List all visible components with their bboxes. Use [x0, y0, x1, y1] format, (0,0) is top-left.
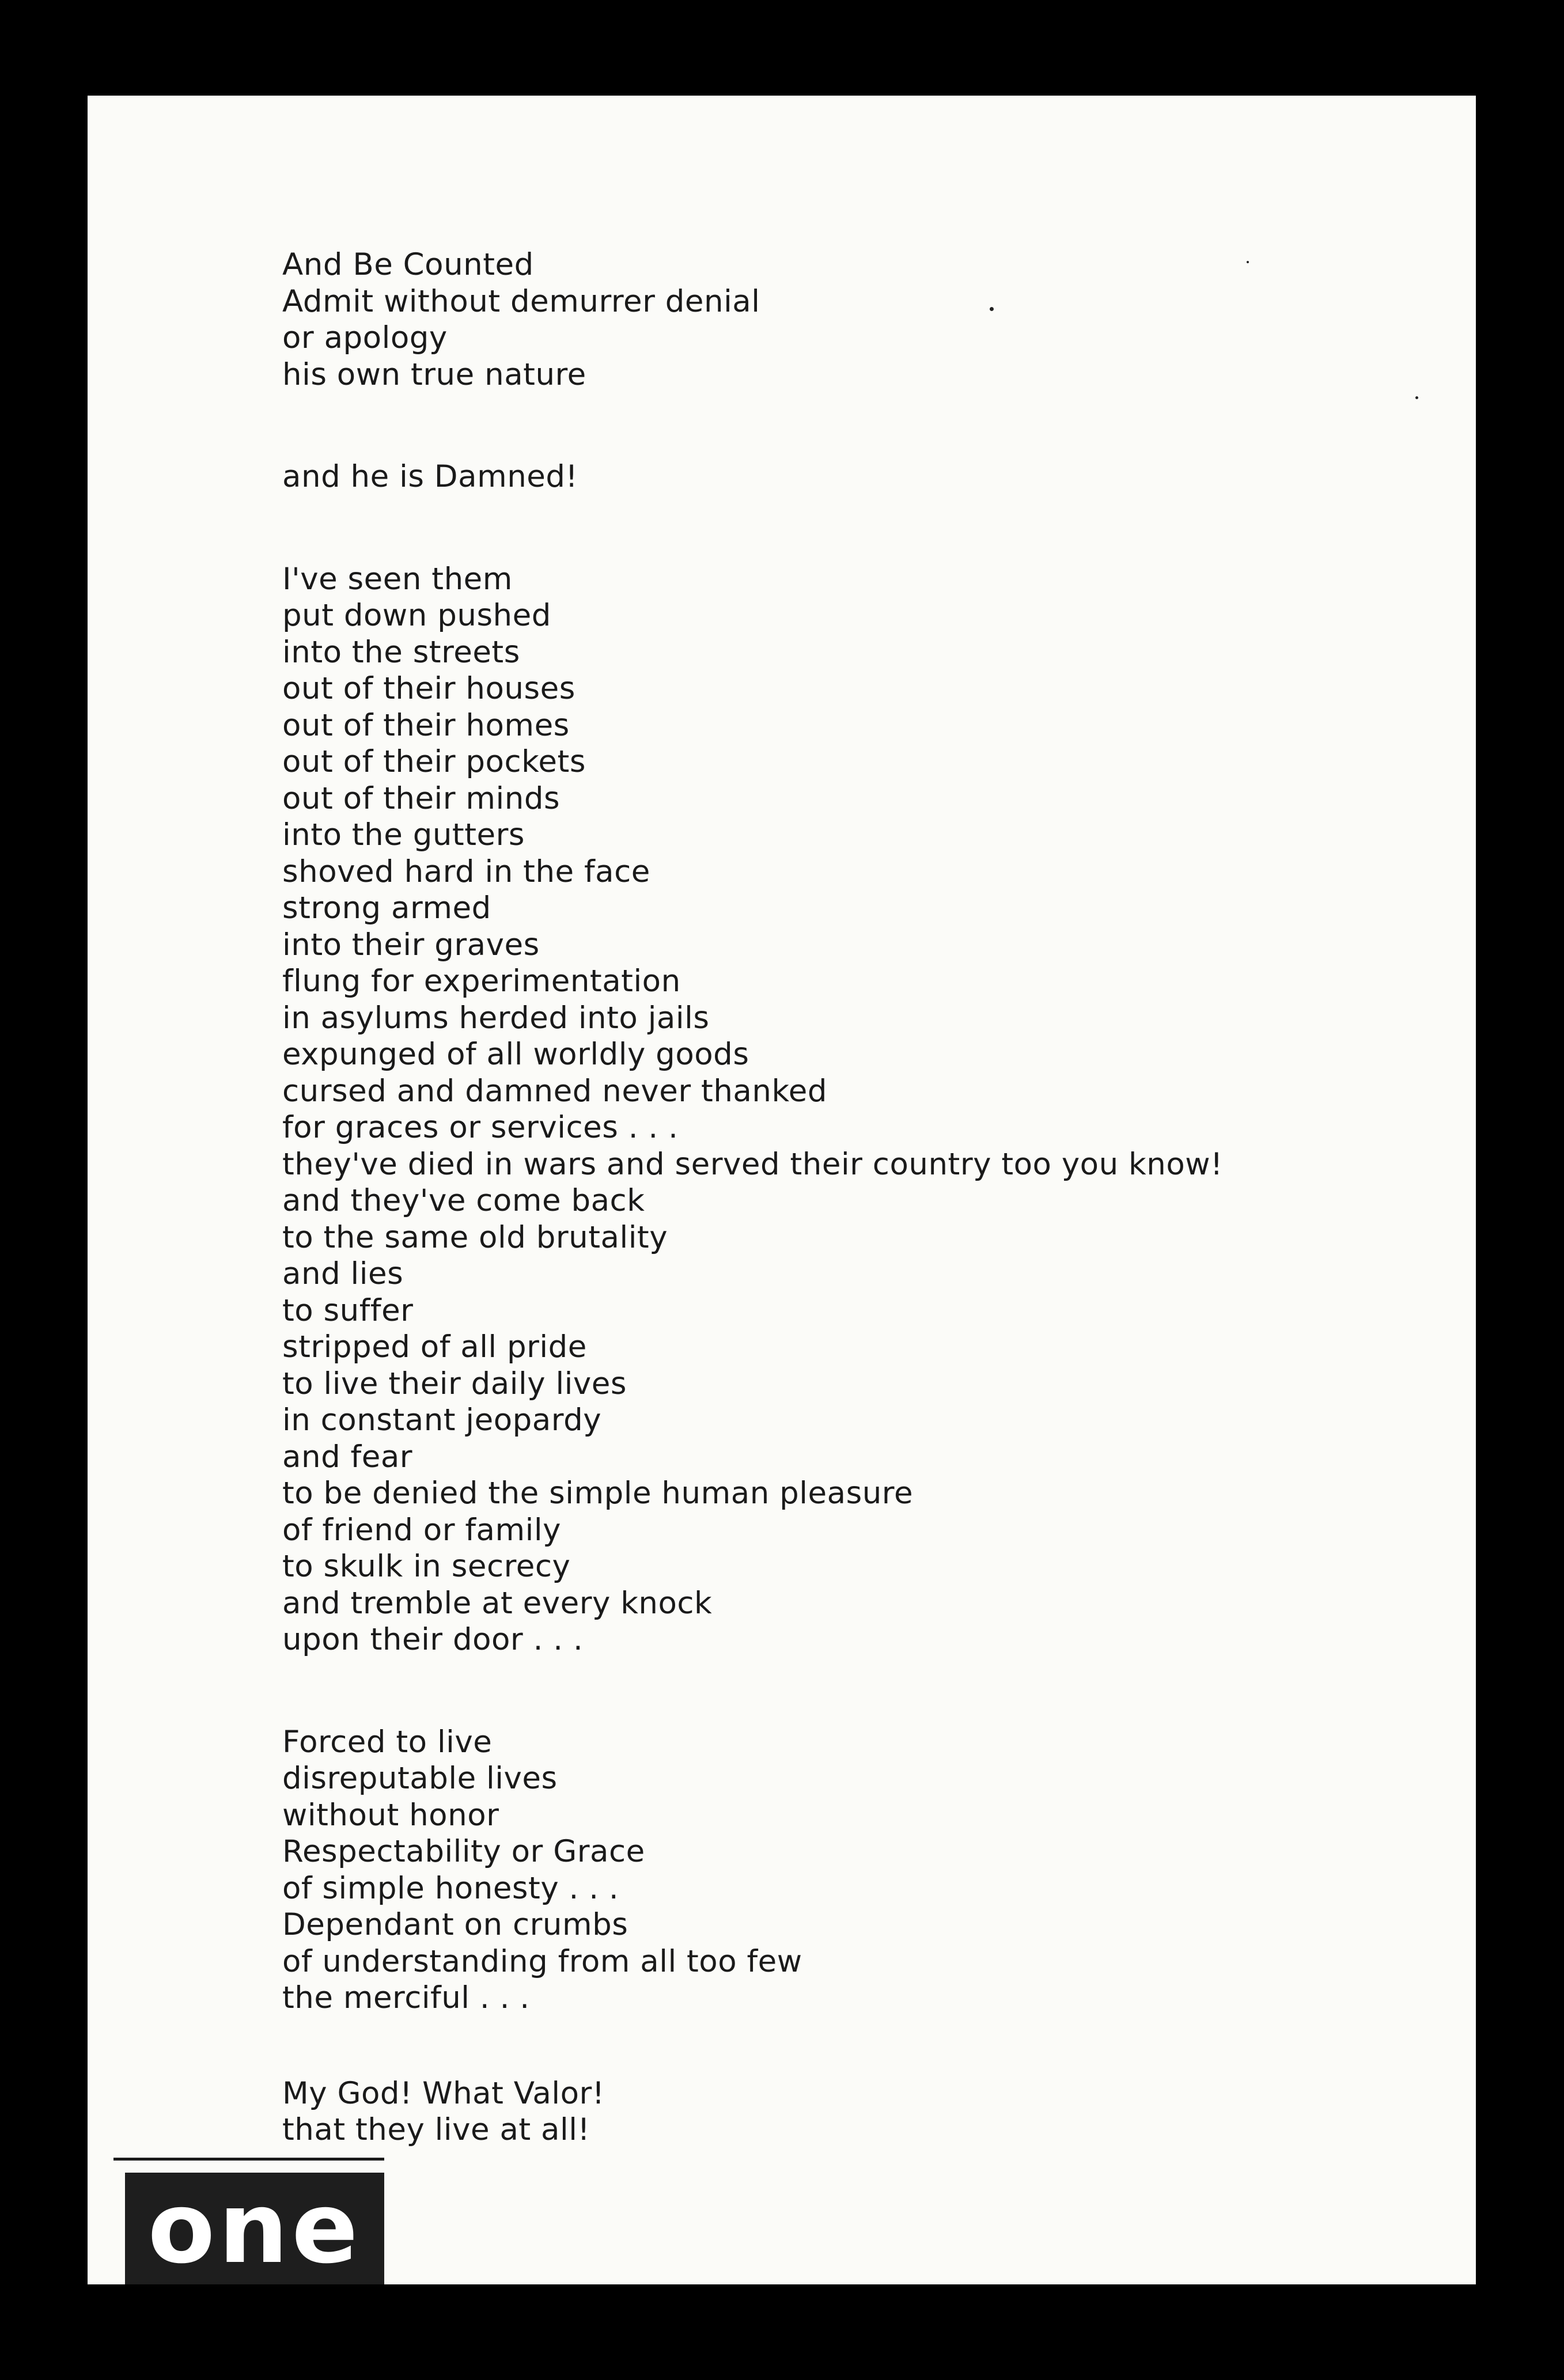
poem-line: his own true nature	[282, 357, 586, 392]
poem-line: out of their minds	[282, 780, 561, 816]
poem-line: to live their daily lives	[282, 1366, 627, 1401]
poem-line: Dependant on crumbs	[282, 1907, 628, 1942]
paper-speck	[1415, 396, 1418, 399]
poem-line: and lies	[282, 1256, 404, 1291]
poem-line: and tremble at every knock	[282, 1585, 713, 1621]
stanza-4	[282, 1724, 1377, 2017]
stanza-5	[282, 2075, 1377, 2148]
poem-body	[282, 247, 1377, 2148]
poem-line: into their graves	[282, 927, 540, 962]
poem-line: into the streets	[282, 634, 520, 670]
poem-line: flung for experimentation	[282, 964, 681, 999]
poem-line: into the gutters	[282, 817, 525, 852]
poem-line: disreputable lives	[282, 1761, 558, 1796]
poem-line: expunged of all worldly goods	[282, 1037, 749, 1072]
poem-line: in asylums herded into jails	[282, 1000, 710, 1036]
logo-rule	[113, 2158, 384, 2161]
one-logo: one	[125, 2173, 384, 2284]
poem-line: and he is Damned!	[282, 459, 578, 494]
poem-line: Admit without demurrer denial	[282, 283, 760, 319]
poem-line: of understanding from all too few	[282, 1943, 802, 1979]
poem-line: Forced to live	[282, 1724, 493, 1760]
poem-line: for graces or services . . .	[282, 1110, 679, 1145]
poem-line: stripped of all pride	[282, 1329, 587, 1365]
poem-line: My God! What Valor!	[282, 2075, 605, 2111]
poem-line: to suffer	[282, 1293, 414, 1328]
poem-line: out of their pockets	[282, 744, 586, 779]
poem-line: and fear	[282, 1439, 413, 1475]
poem-page	[88, 96, 1476, 2284]
poem-line: they've died in wars and served their country too you know!	[282, 1146, 1223, 1182]
stanza-1	[282, 247, 1377, 393]
poem-line: out of their houses	[282, 671, 575, 706]
poem-line: And Be Counted	[282, 247, 534, 282]
poem-line: out of their homes	[282, 707, 570, 743]
poem-line: shoved hard in the face	[282, 854, 650, 889]
poem-line: to the same old brutality	[282, 1219, 668, 1255]
poem-line: cursed and damned never thanked	[282, 1073, 828, 1109]
poem-line: or apology	[282, 320, 448, 355]
poem-line: and they've come back	[282, 1183, 645, 1218]
stanza-3	[282, 561, 1377, 1658]
poem-line: that they live at all!	[282, 2112, 590, 2147]
poem-line: to skulk in secrecy	[282, 1549, 571, 1584]
poem-line: without honor	[282, 1797, 499, 1833]
paper-speck	[990, 307, 994, 311]
poem-line: the merciful . . .	[282, 1980, 530, 2015]
poem-line: in constant jeopardy	[282, 1403, 602, 1438]
poem-line: put down pushed	[282, 598, 551, 633]
stanza-2	[282, 458, 1377, 495]
poem-line: Respectability or Grace	[282, 1834, 645, 1869]
poem-line: of simple honesty . . .	[282, 1870, 619, 1906]
paper-speck	[1247, 261, 1249, 263]
poem-line: strong armed	[282, 890, 491, 926]
poem-line: to be denied the simple human pleasure	[282, 1476, 914, 1511]
poem-line: I've seen them	[282, 561, 513, 597]
poem-line: upon their door . . .	[282, 1622, 584, 1657]
poem-line: of friend or family	[282, 1512, 561, 1548]
